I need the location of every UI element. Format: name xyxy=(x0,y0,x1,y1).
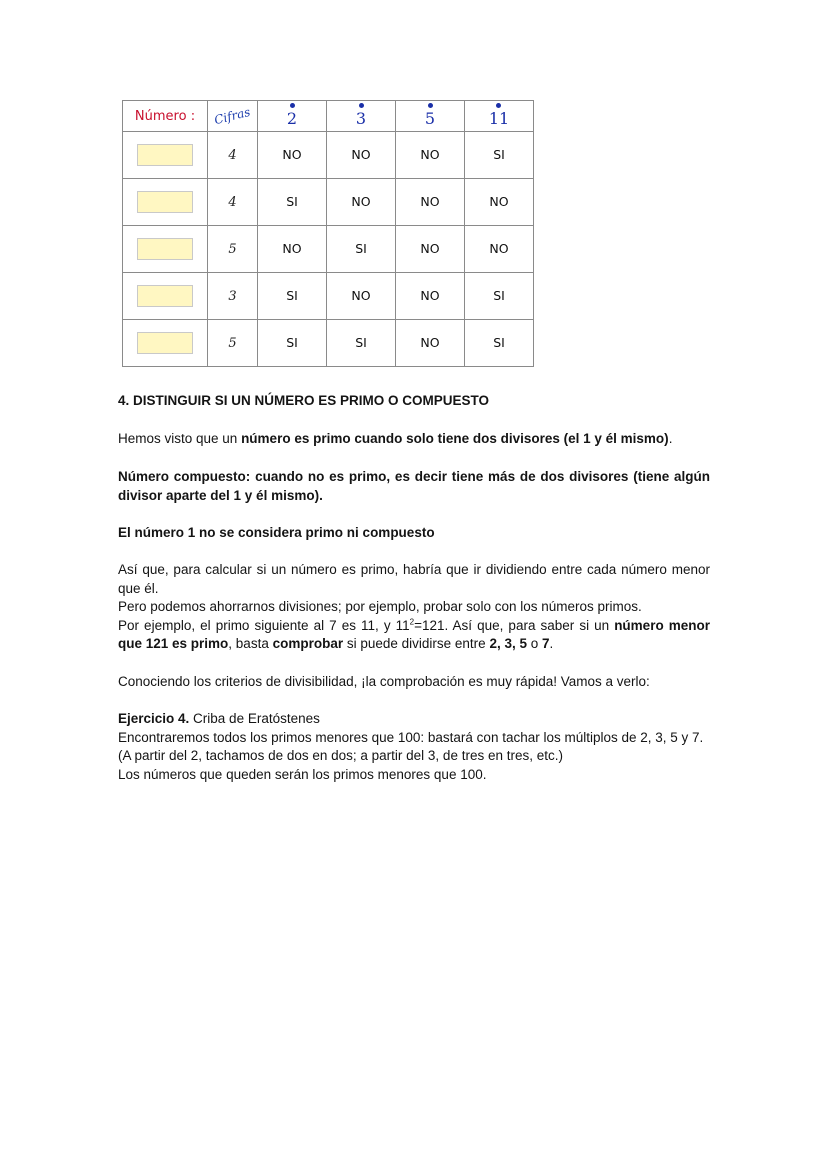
table-row xyxy=(123,273,534,320)
header-divisor-3: 3 xyxy=(327,101,396,132)
answer-cell: NO xyxy=(282,241,302,256)
exercise-line-1: Encontraremos todos los primos menores que 100: bastará con tachar los múltiplos de 2, 3, 5 y 7. (A partir del 2, tachamos de dos en dos; a partir del 3, de tres en tres, etc.) xyxy=(118,729,704,763)
number-input-box[interactable] xyxy=(137,332,193,354)
section-heading: 4. DISTINGUIR SI UN NÚMERO ES PRIMO O COMPUESTO xyxy=(118,393,490,408)
number-input-box[interactable] xyxy=(137,191,193,213)
answer-cell: SI xyxy=(493,335,505,350)
method-line-3: Por ejemplo, el primo siguiente al 7 es 11, y $11^2=121$. Así que, para saber si un número menor que 121 es primo, basta comprobar si puede dividirse entre 2, 3, 5 o 7. xyxy=(118,617,710,651)
exercise-title: Ejercicio 4. Criba de Eratóstenes xyxy=(118,711,320,726)
answer-cell: NO xyxy=(420,288,440,303)
paragraph-prime-definition: Hemos visto que un número es primo cuando solo tiene dos divisores (el 1 y él mismo). xyxy=(118,431,673,446)
table-row xyxy=(123,320,534,367)
cifras-value: 4 xyxy=(228,148,237,163)
answer-cell: SI xyxy=(286,288,298,303)
table-row xyxy=(123,226,534,273)
divisibility-table xyxy=(122,100,534,367)
answer-cell: SI xyxy=(355,241,367,256)
paragraph-method xyxy=(118,561,710,654)
dot-icon xyxy=(359,103,364,108)
cifras-value: 5 xyxy=(228,242,237,257)
header-numero: Número : xyxy=(123,101,208,132)
answer-cell: NO xyxy=(489,194,509,209)
answer-cell: NO xyxy=(420,194,440,209)
number-input-box[interactable] xyxy=(137,285,193,307)
paragraph-criteria: Conociendo los criterios de divisibilidad, ¡la comprobación es muy rápida! Vamos a verlo: xyxy=(118,674,650,689)
cifras-value: 5 xyxy=(228,336,237,351)
number-input-box[interactable] xyxy=(137,144,193,166)
method-line-2: Pero podemos ahorrarnos divisiones; por ejemplo, probar solo con los números primos. xyxy=(118,599,642,614)
table-row xyxy=(123,179,534,226)
answer-cell: SI xyxy=(493,147,505,162)
answer-cell: SI xyxy=(286,194,298,209)
dot-icon xyxy=(290,103,295,108)
answer-cell: SI xyxy=(493,288,505,303)
cifras-value: 4 xyxy=(228,195,237,210)
answer-cell: NO xyxy=(420,147,440,162)
answer-cell: NO xyxy=(420,335,440,350)
answer-cell: NO xyxy=(351,288,371,303)
header-divisor-5: 5 xyxy=(396,101,465,132)
number-input-box[interactable] xyxy=(137,238,193,260)
answer-cell: NO xyxy=(420,241,440,256)
answer-cell: NO xyxy=(282,147,302,162)
header-divisor-11: 11 xyxy=(465,101,534,132)
paragraph-number-one: El número 1 no se considera primo ni compuesto xyxy=(118,525,435,540)
table-header-row xyxy=(123,101,534,132)
answer-cell: NO xyxy=(351,147,371,162)
header-divisor-2: 2 xyxy=(258,101,327,132)
dot-icon xyxy=(496,103,501,108)
exercise-block xyxy=(118,710,710,784)
exercise-line-2: Los números que queden serán los primos menores que 100. xyxy=(118,766,487,782)
answer-cell: NO xyxy=(351,194,371,209)
cifras-value: 3 xyxy=(228,289,237,304)
answer-cell: NO xyxy=(489,241,509,256)
answer-cell: SI xyxy=(355,335,367,350)
dot-icon xyxy=(428,103,433,108)
table-row xyxy=(123,132,534,179)
paragraph-composite-definition: Número compuesto: cuando no es primo, es decir tiene más de dos divisores (tiene algún divisor aparte del 1 y él mismo). xyxy=(118,469,710,503)
header-cifras: Cifras xyxy=(208,101,258,132)
answer-cell: SI xyxy=(286,335,298,350)
method-line-1: Así que, para calcular si un número es primo, habría que ir dividiendo entre cada número menor que él. xyxy=(118,562,710,596)
